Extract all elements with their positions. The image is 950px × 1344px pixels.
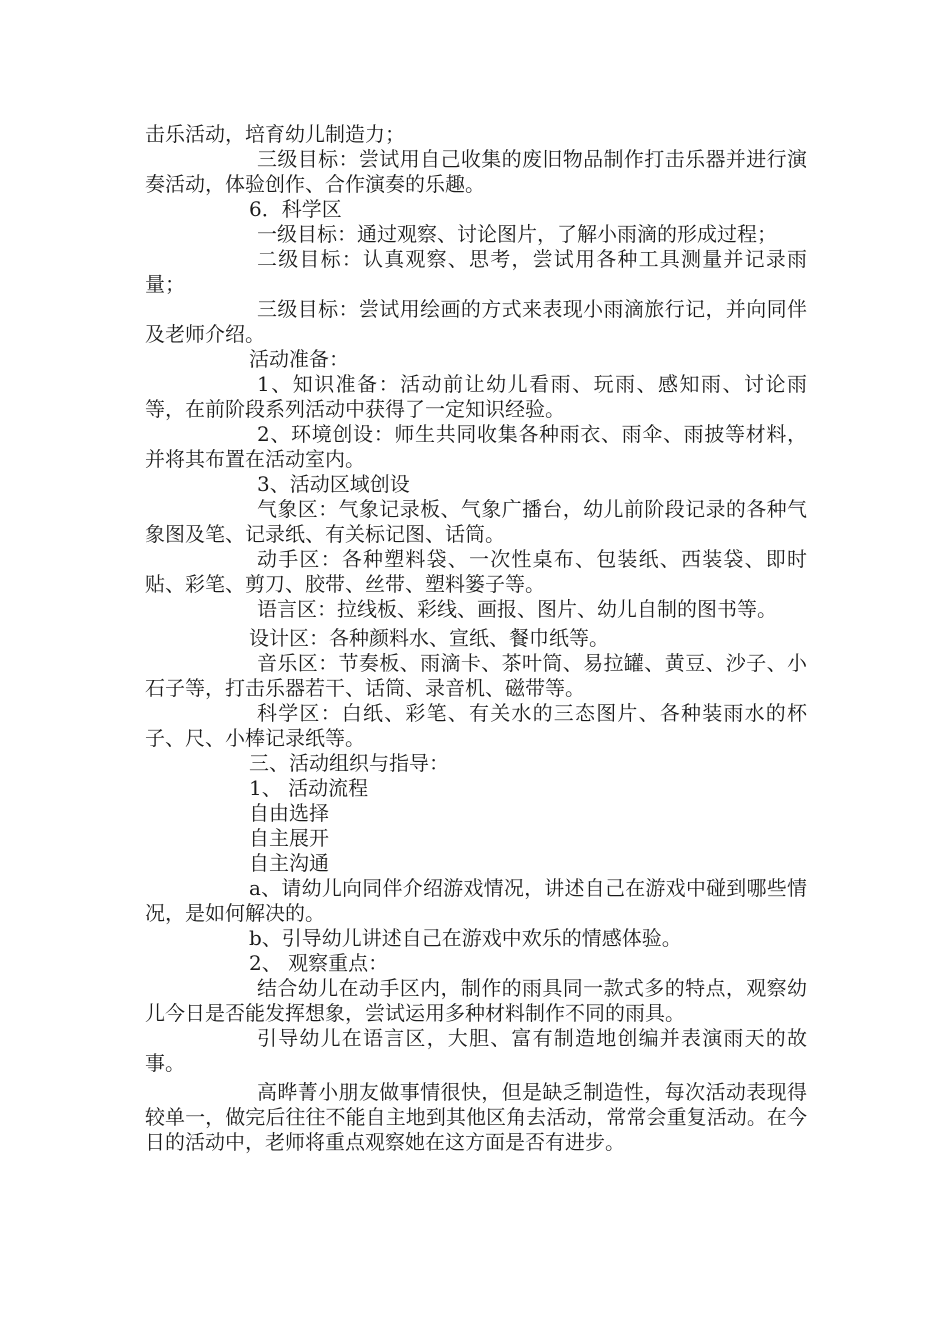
document-body	[145, 122, 807, 1155]
paragraph: 2、环境创设：师生共同收集各种雨衣、雨伞、雨披等材料，并将其布置在活动室内。	[145, 422, 807, 471]
paragraph: 音乐区：节奏板、雨滴卡、茶叶筒、易拉罐、黄豆、沙子、小石子等，打击乐器若干、话筒、录音机、磁带等。	[145, 651, 807, 700]
list-item: 自主展开	[249, 826, 329, 850]
paragraph: 一级目标：通过观察、讨论图片，了解小雨滴的形成过程；	[257, 222, 777, 246]
section-heading: 活动准备：	[249, 347, 349, 371]
paragraph: 三级目标：尝试用自己收集的废旧物品制作打击乐器并进行演奏活动，体验创作、合作演奏的乐趣。	[145, 147, 807, 196]
paragraph: 语言区：拉线板、彩线、画报、图片、幼儿自制的图书等。	[257, 597, 777, 621]
paragraph: 结合幼儿在动手区内，制作的雨具同一款式多的特点，观察幼儿今日是否能发挥想象，尝试运用多种材料制作不同的雨具。	[145, 976, 807, 1025]
paragraph: 击乐活动，培育幼儿制造力；	[145, 122, 405, 146]
paragraph: 气象区：气象记录板、气象广播台，幼儿前阶段记录的各种气象图及笔、记录纸、有关标记图、话筒。	[145, 497, 807, 546]
section-heading: 三、活动组织与指导：	[249, 751, 449, 775]
paragraph: 二级目标：认真观察、思考，尝试用各种工具测量并记录雨量；	[145, 247, 807, 296]
paragraph: 设计区：各种颜料水、宣纸、餐巾纸等。	[249, 626, 609, 650]
list-item: 自由选择	[249, 801, 329, 825]
paragraph: 1、知识准备：活动前让幼儿看雨、玩雨、感知雨、讨论雨等，在前阶段系列活动中获得了一定知识经验。	[145, 372, 807, 421]
paragraph: b、引导幼儿讲述自己在游戏中欢乐的情感体验。	[249, 926, 682, 950]
paragraph: 科学区：白纸、彩笔、有关水的三态图片、各种装雨水的杯子、尺、小棒记录纸等。	[145, 701, 807, 750]
paragraph: 3、活动区域创设	[257, 472, 410, 496]
section-heading: 2、 观察重点：	[249, 951, 389, 975]
paragraph: 三级目标：尝试用绘画的方式来表现小雨滴旅行记，并向同伴及老师介绍。	[145, 297, 807, 346]
paragraph: 引导幼儿在语言区，大胆、富有制造地创编并表演雨天的故事。	[145, 1026, 807, 1075]
section-heading: 6．科学区	[249, 197, 342, 221]
section-heading: 1、 活动流程	[249, 776, 369, 800]
paragraph: 高晔菁小朋友做事情很快，但是缺乏制造性，每次活动表现得较单一，做完后往往不能自主地到其他区角去活动，常常会重复活动。在今日的活动中，老师将重点观察她在这方面是否有进步。	[145, 1080, 807, 1154]
paragraph: 动手区：各种塑料袋、一次性桌布、包装纸、西装袋、即时贴、彩笔、剪刀、胶带、丝带、塑料篓子等。	[145, 547, 807, 596]
paragraph: a、请幼儿向同伴介绍游戏情况，讲述自己在游戏中碰到哪些情况，是如何解决的。	[145, 876, 807, 925]
list-item: 自主沟通	[249, 851, 329, 875]
